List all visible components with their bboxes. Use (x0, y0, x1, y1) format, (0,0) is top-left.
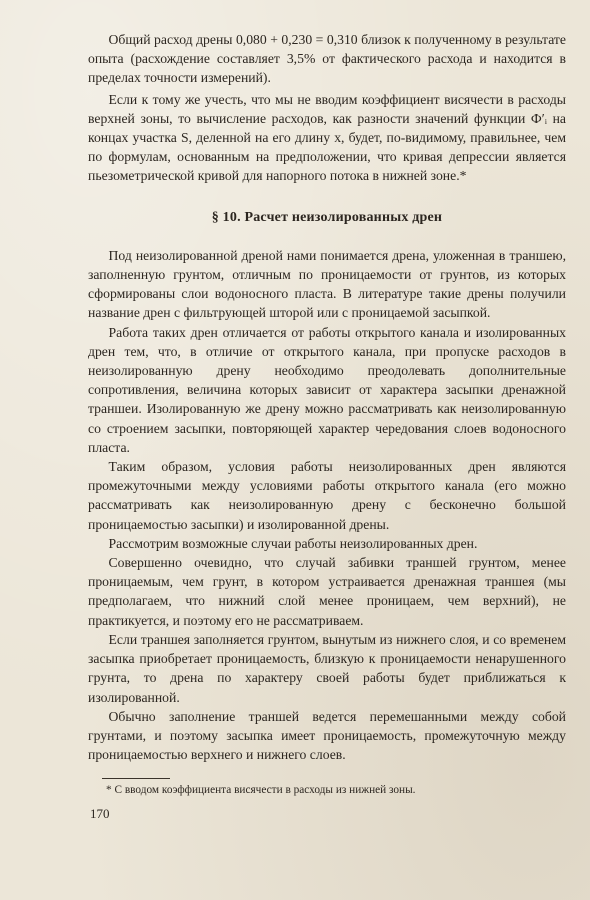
section-heading: § 10. Расчет неизолированных дрен (211, 209, 443, 225)
page-number: 170 (90, 806, 110, 822)
footnote-divider (102, 778, 170, 779)
paragraph-lower-layer-fill: Если траншея заполняется грунтом, вынутым из нижнего слоя, и со временем засыпка приобретает проницаемость, близкую к проницаемости ненарушенного грунта, то дрена по характеру своей работы будет приближаться к изолированной. (88, 631, 566, 705)
paragraph-definition: Под неизолированной дреной нами понимается дрена, уложенная в траншею, заполненную грунтом, отличным по проницаемости от грунтов, из которых сформированы слои водоносного пласта. В литературе такие дрены получили название дрен с фильтрующей шторой или с проницаемой засыпкой. (88, 247, 566, 321)
paragraph-possible-cases: Рассмотрим возможные случаи работы неизолированных дрен. (108, 535, 478, 551)
paragraph-total-discharge: Общий расход дрены 0,080 + 0,230 = 0,310 близок к полученному в результате опыта (расхождение составляет 3,5% от фактического расхода и находится в пределах точности измерений). (88, 32, 566, 86)
paragraph-hanging-coefficient: Если к тому же учесть, что мы не вводим коэффициент висячести в расходы верхней зоны, то вычисление расходов, как разности значений функции Ф′ᵢ на концах участка S, деленной на его длину x, будет, по-видимому, правильнее, чем по формулам, основанным на предположении, что кривая депрессии является пьезометрической кривой для напорного потока в нижней зоне.* (88, 91, 566, 184)
paragraph-operation-difference: Работа таких дрен отличается от работы открытого канала и изолированных дрен тем, что, в отличие от открытого канала, при пропуске расходов в неизолированную дрену необходимо преодолевать дополнительные сопротивления, величина которых зависит от характера засыпки дренажной траншеи. Изолированную же дрену можно рассматривать как неизолированную со строением засыпки, повторяющей характер чередования слоев водоносного пласта. (88, 324, 566, 455)
paragraph-mixed-fill: Обычно заполнение траншей ведется перемешанными между собой грунтами, и поэтому засыпка имеет проницаемость, промежуточную между проницаемостью верхнего и нижнего слоев. (88, 708, 566, 763)
paragraph-intermediate-conditions: Таким образом, условия работы неизолированных дрен являются промежуточными между условиями работы открытого канала (его можно рассматривать как неизолированную дрену с бесконечно большой проницаемостью засыпки) и изолированной дрены. (88, 459, 566, 532)
footnote: * С вводом коэффициента висячести в расходы из нижней зоны. (106, 784, 416, 797)
book-page (88, 30, 566, 880)
paragraph-less-permeable-fill: Совершенно очевидно, что случай забивки траншей грунтом, менее проницаемым, чем грунт, в котором устраивается дренажная траншея (мы предполагаем, что нижний слой менее проницаем, чем верхний), не практикуется, и поэтому его не рассматриваем. (88, 555, 566, 628)
